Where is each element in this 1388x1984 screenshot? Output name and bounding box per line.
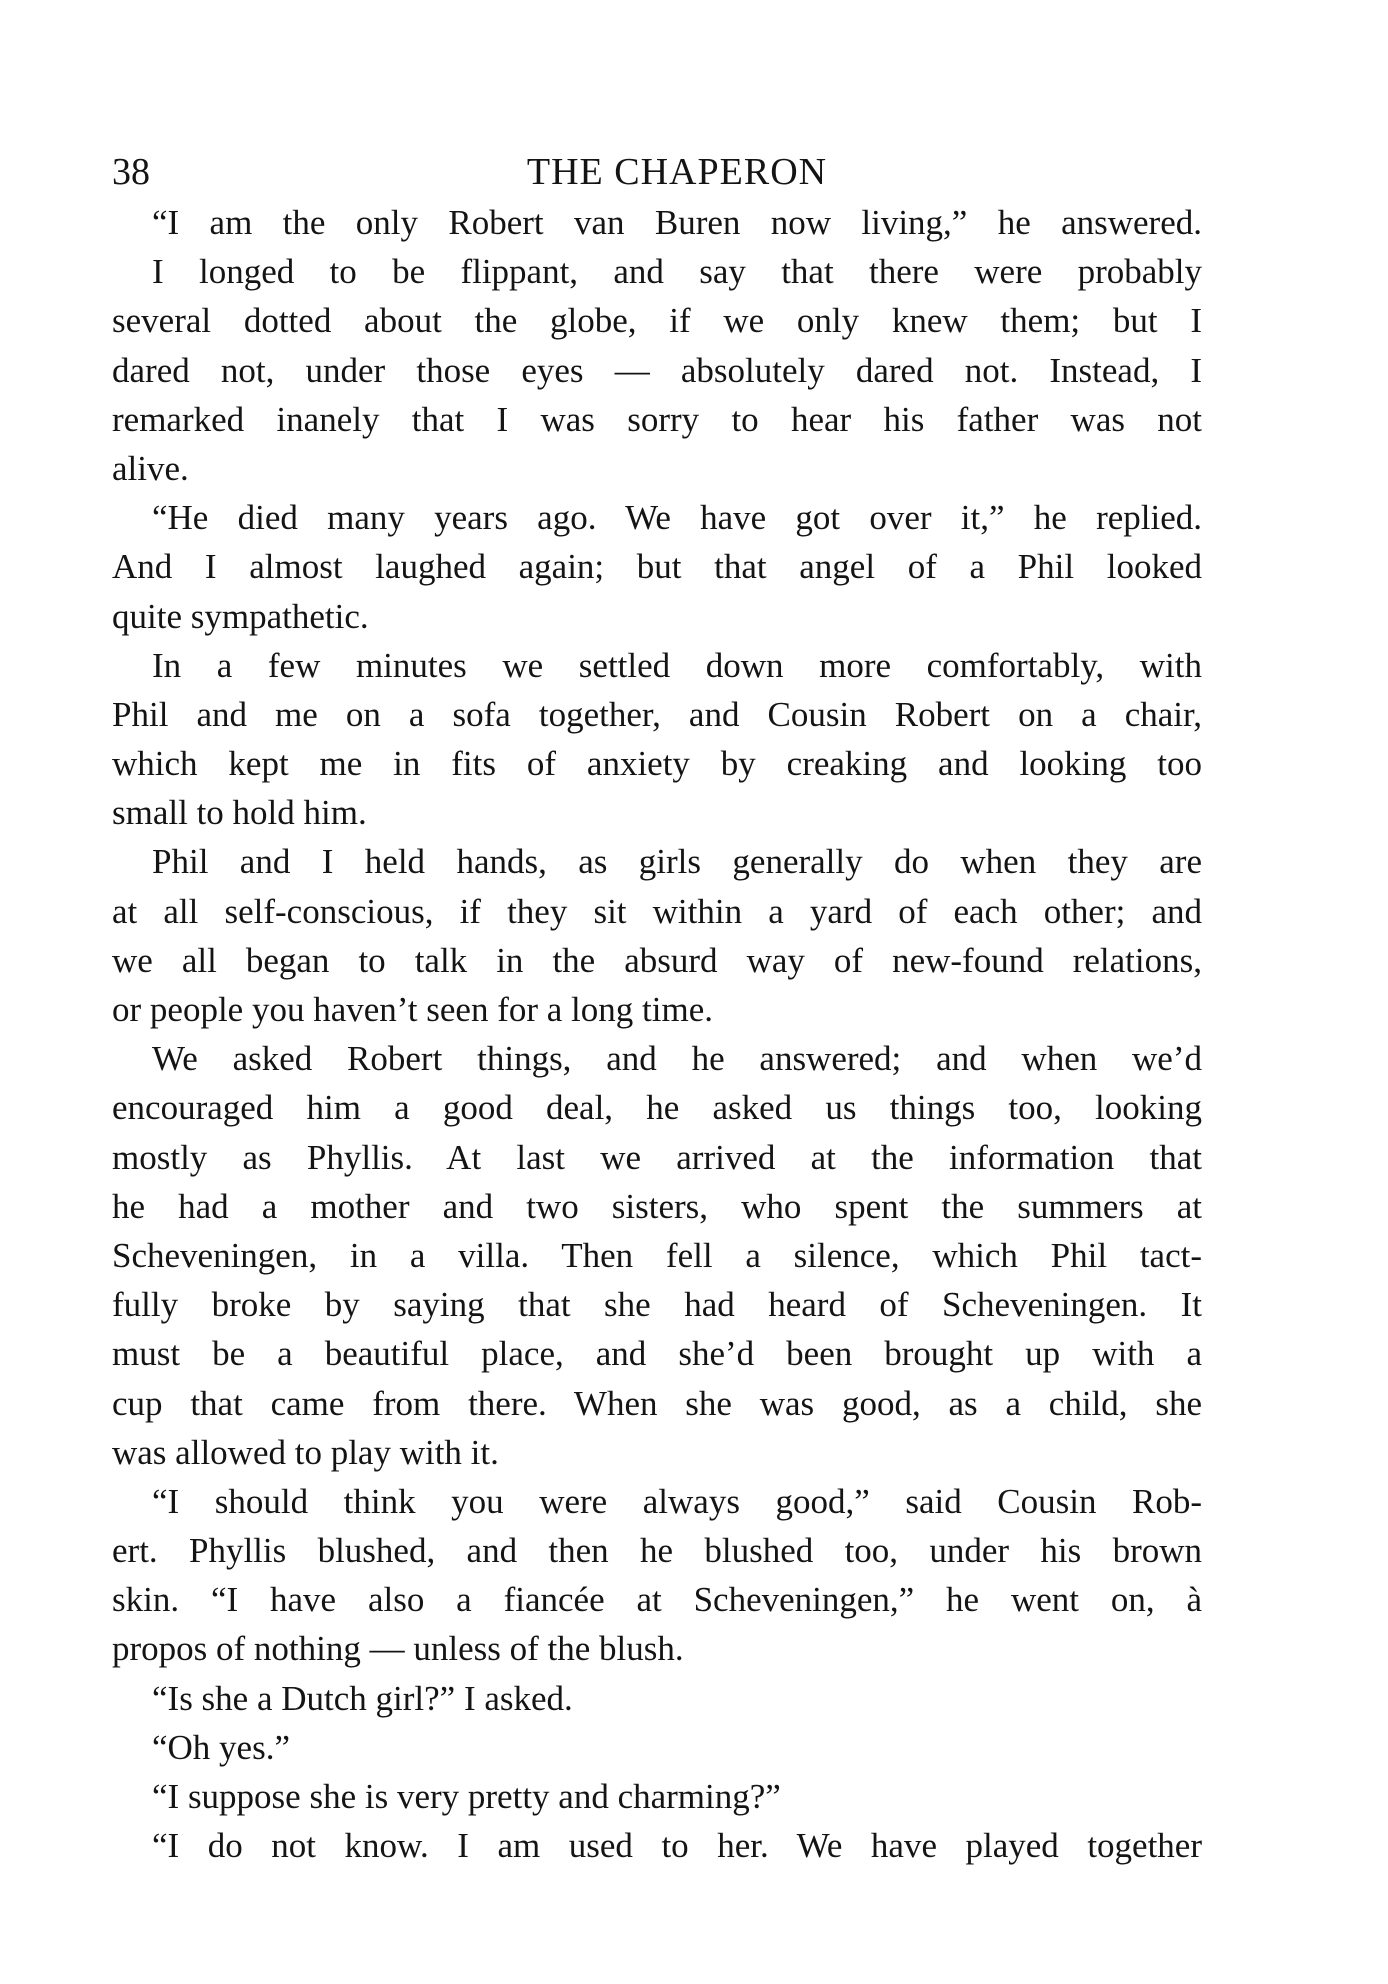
text-line: “I do not know. I am used to her. We have played together <box>152 1826 1202 1866</box>
text-line: “Is she a Dutch girl?” I asked. <box>152 1678 573 1718</box>
running-head: THE CHAPERON <box>526 151 828 193</box>
text-line: encouraged him a good deal, he asked us things too, looking <box>112 1088 1202 1128</box>
text-line: Scheveningen, in a villa. Then fell a silence, which Phil tact- <box>112 1235 1202 1275</box>
text-line: alive. <box>112 448 189 488</box>
text-line: “I suppose she is very pretty and charming?” <box>152 1777 781 1816</box>
text-line: “Oh yes.” <box>152 1727 291 1767</box>
text-line: “He died many years ago. We have got over it,” he replied. <box>152 498 1202 538</box>
text-line: at all self-conscious, if they sit within a yard of each other; and <box>112 891 1202 931</box>
text-line: And I almost laughed again; but that angel of a Phil looked <box>112 547 1202 587</box>
text-line: skin. “I have also a fiancée at Scheveningen,” he went on, à <box>112 1580 1202 1620</box>
text-line: fully broke by saying that she had heard of Scheveningen. It <box>112 1285 1202 1325</box>
text-line: small to hold him. <box>112 793 367 833</box>
text-line: Phil and I held hands, as girls generally do when they are <box>152 842 1202 882</box>
text-line: quite sympathetic. <box>112 596 369 636</box>
page-header <box>112 146 1202 198</box>
text-line: several dotted about the globe, if we only knew them; but I <box>112 301 1202 341</box>
text-line: which kept me in fits of anxiety by creaking and looking too <box>112 744 1202 784</box>
text-line: must be a beautiful place, and she’d been brought up with a <box>112 1334 1202 1374</box>
text-line: I longed to be flippant, and say that there were probably <box>152 252 1202 292</box>
text-line: In a few minutes we settled down more comfortably, with <box>152 645 1202 685</box>
text-line: we all began to talk in the absurd way of new-found relations, <box>112 940 1202 980</box>
text-line: was allowed to play with it. <box>112 1432 499 1472</box>
text-line: propos of nothing — unless of the blush. <box>112 1629 684 1669</box>
text-line: We asked Robert things, and he answered; and when we’d <box>152 1039 1202 1079</box>
body-text <box>112 198 1202 1870</box>
page-number: 38 <box>112 151 150 193</box>
text-line: “I should think you were always good,” said Cousin Rob- <box>152 1481 1202 1521</box>
text-line: “I am the only Robert van Buren now living,” he answered. <box>152 203 1202 242</box>
text-line: cup that came from there. When she was good, as a child, she <box>112 1383 1202 1423</box>
text-line: he had a mother and two sisters, who spent the summers at <box>112 1186 1202 1226</box>
text-line: or people you haven’t seen for a long time. <box>112 990 713 1029</box>
text-line: dared not, under those eyes — absolutely dared not. Instead, I <box>112 350 1202 390</box>
text-line: remarked inanely that I was sorry to hear his father was not <box>112 399 1202 439</box>
text-line: ert. Phyllis blushed, and then he blushed too, under his brown <box>112 1531 1202 1571</box>
text-line: Phil and me on a sofa together, and Cousin Robert on a chair, <box>112 694 1202 734</box>
text-line: mostly as Phyllis. At last we arrived at the information that <box>112 1137 1202 1177</box>
